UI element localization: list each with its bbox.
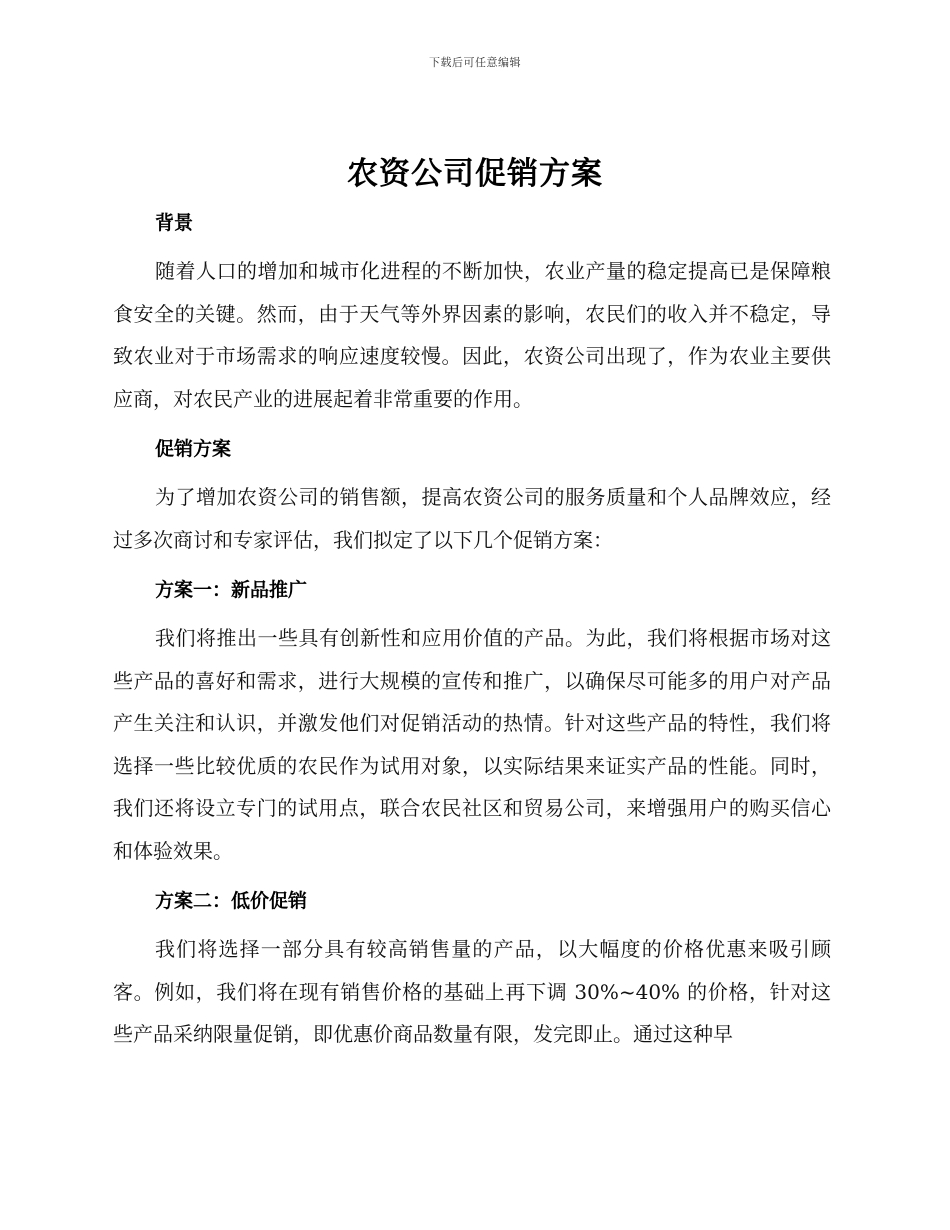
section-paragraph-background: 随着人口的增加和城市化进程的不断加快，农业产量的稳定提高已是保障粮食安全的关键。然而，由于天气等外界因素的影响，农民们的收入并不稳定，导致农业对于市场需求的响应速度较慢。因此，农资公司出现了，作为农业主要供应商，对农民产业的进展起着非常重要的作用。 (113, 259, 831, 411)
document-title: 农资公司促销方案 (347, 156, 603, 192)
section-heading-background: 背景 (155, 212, 194, 234)
section-paragraph-plan-two: 我们将选择一部分具有较高销售量的产品，以大幅度的价格优惠来吸引顾客。例如，我们将在现有销售价格的基础上再下调 30%~40% 的价格，针对这些产品采纳限量促销，即优惠价商品数量有限，发完即止。通过这种早 (113, 937, 831, 1046)
section-paragraph-promotion-plan: 为了增加农资公司的销售额，提高农资公司的服务质量和个人品牌效应，经过多次商讨和专家评估，我们拟定了以下几个促销方案： (113, 485, 831, 552)
section-heading-plan-two: 方案二：低价促销 (155, 890, 308, 912)
document-body (113, 202, 831, 1064)
section-heading-plan-one: 方案一：新品推广 (155, 579, 308, 601)
header-note: 下载后可任意编辑 (429, 56, 521, 69)
section-paragraph-plan-one: 我们将推出一些具有创新性和应用价值的产品。为此，我们将根据市场对这些产品的喜好和需求，进行大规模的宣传和推广，以确保尽可能多的用户对产品产生关注和认识，并激发他们对促销活动的热情。针对这些产品的特性，我们将选择一些比较优质的农民作为试用对象，以实际结果来证实产品的性能。同时，我们还将设立专门的试用点，联合农民社区和贸易公司，来增强用户的购买信心和体验效果。 (113, 626, 831, 863)
section-heading-promotion-plan: 促销方案 (155, 438, 232, 460)
